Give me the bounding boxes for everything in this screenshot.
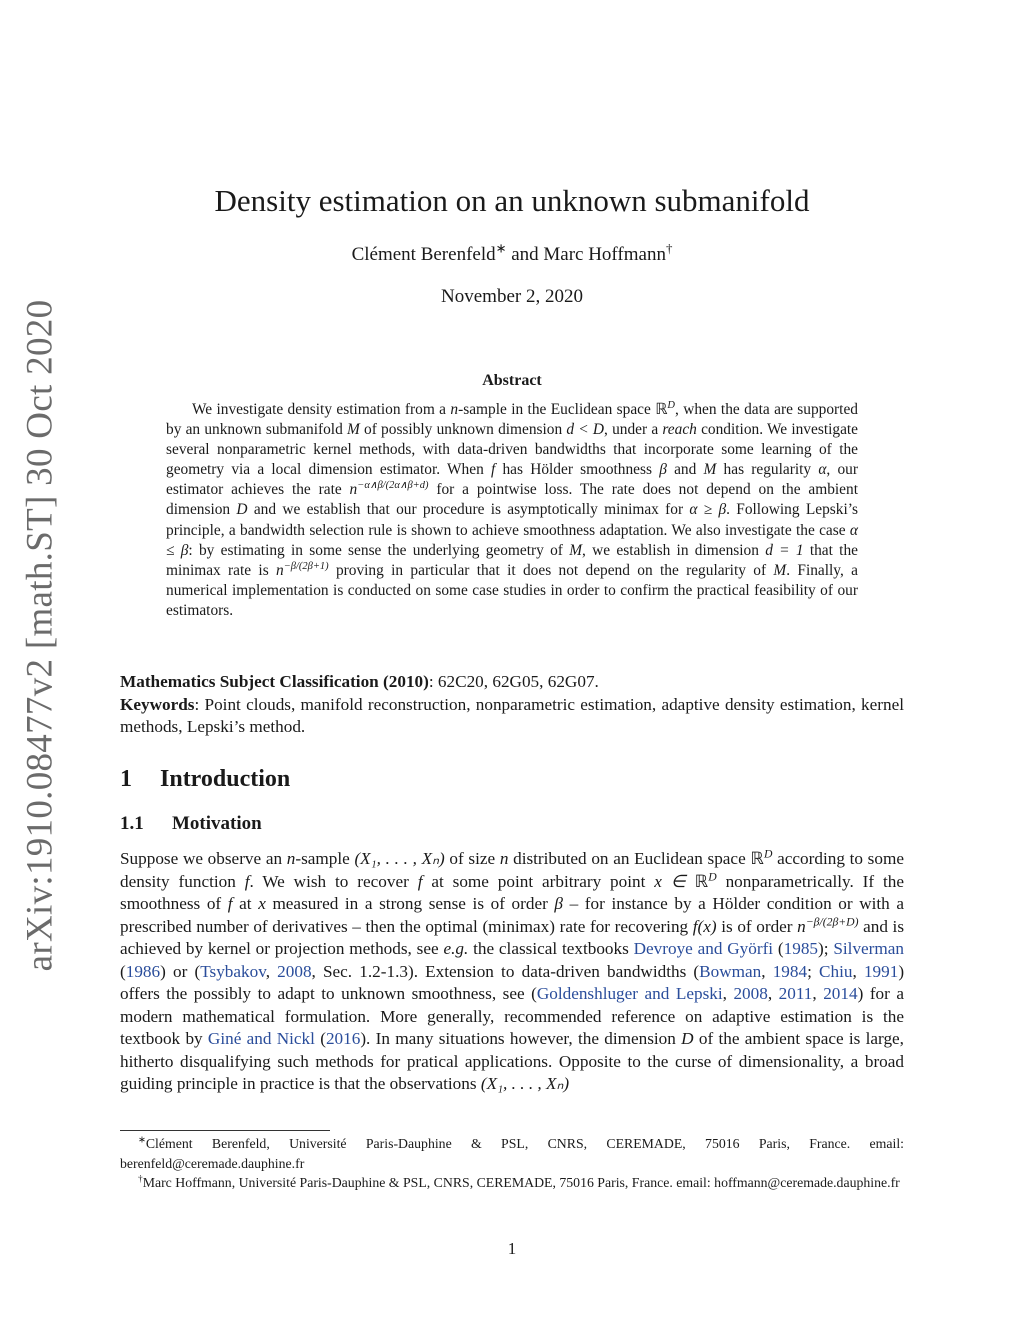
body-paragraph: Suppose we observe an n-sample (X₁, . . . , Xₙ) of size n distributed on an Euclidean space ℝ$^D$ according to some density function f. We wish to recover f at some point arbitrary point x ∈ ℝ$^D$ nonparametrically. If the smoothness of f at x measured in a strong sense is of order β – for instance by a Hölder condition or with a prescribed number of derivatives – then the optimal (minimax) rate for recovering f(x) is of order $n^{-\beta/(2\beta+D)}$ and is achieved by kernel or projection methods, see e.g. the classical textbooks Devroye and Györfi (1985); Silverman (1986) or (Tsybakov, 2008, Sec. 1.2-1.3). Extension to data-driven bandwidths (Bowman, 1984; Chiu, 1991) offers the possibly to adapt to unknown smoothness, see (Goldenshluger and Lepski, 2008, 2011, 2014) for a modern mathematical formulation. More generally, recommended reference on adaptive estimation is the textbook by Giné and Nickl (2016). In many situations however, the dimension D of the ambient space is large, hitherto disqualifying such methods for pratical applications. Opposite to the curse of dimensionality, a broad guiding principle in practice is that the observations (X₁, . . . , Xₙ): [120, 847, 905, 1094]
citation-link-silverman[interactable]: Silverman: [833, 939, 904, 959]
citation-link-1991[interactable]: 1991: [863, 961, 899, 981]
footnote-divider: [120, 1130, 330, 1131]
footnote-marker-1[interactable]: ∗: [495, 240, 507, 256]
author-line: Clément Berenfeld∗ and Marc Hoffmann†: [351, 240, 673, 265]
citation-link-devroye[interactable]: Devroye and Györfi: [633, 939, 774, 959]
paper-title: Density estimation on an unknown submanifold: [214, 183, 810, 218]
citation-link-1986[interactable]: 1986: [125, 961, 161, 981]
citation-link-2016[interactable]: 2016: [325, 1029, 361, 1049]
citation-link-gine-nickl[interactable]: Giné and Nickl: [207, 1029, 315, 1049]
keywords: Keywords: Point clouds, manifold reconstruction, nonparametric estimation, adaptive density estimation, kernel methods, Lepski’s method.: [120, 694, 904, 736]
citation-link-2011[interactable]: 2011: [778, 984, 813, 1004]
footnote-marker-2[interactable]: †: [665, 240, 673, 256]
citation-link-bowman[interactable]: Bowman: [699, 961, 762, 981]
citation-link-2014[interactable]: 2014: [823, 984, 858, 1004]
classification-keywords: [120, 671, 904, 739]
author-berenfeld: Clément Berenfeld: [351, 244, 496, 265]
citation-link-tsybakov[interactable]: Tsybakov: [200, 961, 266, 981]
abstract-text: We investigate density estimation from a n-sample in the Euclidean space ℝ$^D$, when the data are supported by an unknown submanifold M of possibly unknown dimension d < D, under a reach condition. We investigate several nonparametric kernel methods, with data-driven bandwidths that incorporate some learning of the geometry via a local dimension estimator. When f has Hölder smoothness β and M has regularity α, our estimator achieves the rate $n^{-\alpha\wedge\beta/(2\alpha\wedge\beta+d)}$ for a pointwise loss. The rate does not depend on the ambient dimension D and we establish that our procedure is asymptotically minimax for α ≥ β. Following Lepski’s principle, a bandwidth selection rule is shown to achieve smoothness adaptation. We also investigate the case α ≤ β: by estimating in some sense the underlying geometry of M, we establish in dimension d = 1 that the minimax rate is $n^{-\beta/(2\beta+1)}$ proving in particular that it does not depend on the regularity of M. Finally, a numerical implementation is conducted on some case studies in order to confirm the practical feasibility of our estimators.: [166, 399, 859, 619]
citation-link-1984[interactable]: 1984: [772, 961, 808, 981]
arxiv-identifier: [10, 250, 70, 1020]
section-heading-introduction: 1 Introduction: [120, 766, 291, 792]
footnote-2: †Marc Hoffmann, Université Paris-Dauphine & PSL, CNRS, CEREMADE, 75016 Paris, France. email: hoffmann@ceremade.dauphine.fr: [138, 1174, 900, 1190]
abstract-heading: Abstract: [482, 372, 542, 389]
citation-link-goldenshluger[interactable]: Goldenshluger and Lepski: [536, 984, 723, 1004]
subsection-heading-motivation: 1.1 Motivation: [120, 813, 262, 834]
citation-link-2008b[interactable]: 2008: [733, 984, 768, 1004]
paper-date: November 2, 2020: [441, 286, 583, 307]
citation-link-chiu[interactable]: Chiu: [819, 961, 853, 981]
msc-classification: Mathematics Subject Classification (2010): 62C20, 62G05, 62G07.: [120, 672, 599, 691]
footnote-1: ∗Clément Berenfeld, Université Paris-Dauphine & PSL, CNRS, CEREMADE, 75016 Paris, France. email: berenfeld@ceremade.dauphine.fr: [120, 1135, 904, 1171]
citation-link-1985[interactable]: 1985: [783, 939, 819, 959]
page-number: 1: [507, 1239, 517, 1258]
footnotes: [120, 1134, 904, 1193]
arxiv-identifier-text: arXiv:1910.08477v2 [math.ST] 30 Oct 2020: [19, 299, 61, 971]
author-hoffmann: Marc Hoffmann: [543, 244, 666, 265]
citation-link-2008[interactable]: 2008: [277, 961, 312, 981]
